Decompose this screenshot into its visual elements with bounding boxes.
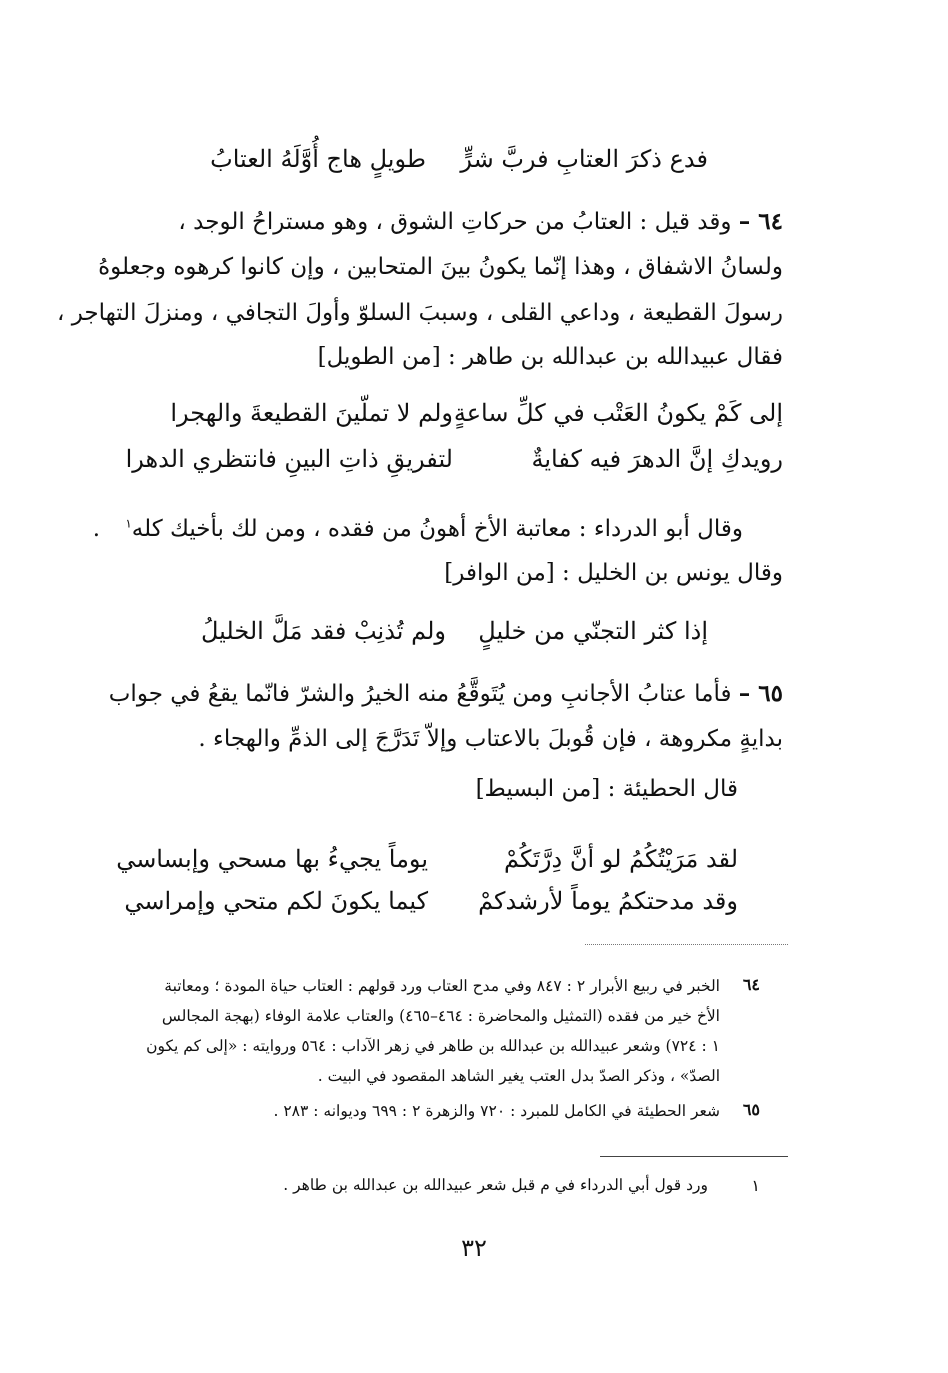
footnote-text: ورد قول أبي الدرداء في م قبل شعر عبيدالله بن عبدالله بن طاهر .: [283, 1176, 708, 1194]
quote-text: وقال أبو الدرداء : معاتبة الأخ أهونُ من فقده ، ومن لك بأخيك كله: [131, 516, 743, 542]
hemistich-first: إلى كَمْ يكونُ العَتْب في كلِّ ساعةٍ: [453, 399, 783, 427]
note-number: ٦٥: [742, 1100, 760, 1119]
section-64-line-3: [57, 300, 783, 326]
section-64-line-2: [98, 254, 783, 280]
hemistich-first: لقد مَرَيْتُكُمُ لو أنَّ دِرَّتَكُمْ: [504, 845, 738, 873]
note-64-line-4: الصدّ» ، وذكر الصدّ بدل العتب يغير الشاهد المقصود في البيت .: [317, 1067, 720, 1085]
section-65-line-1: [109, 680, 783, 707]
section-64-line-4: [318, 344, 783, 370]
hemistich-second: لتفريقِ ذاتِ البينِ فانتظري الدهرا: [125, 445, 453, 473]
note-64-line-1: الخبر في ربيع الأبرار ٢ : ٨٤٧ وفي مدح العتاب ورد قولهم : العتاب حياة المودة ؛ ومعاتبة: [164, 977, 720, 995]
yunus-intro: [444, 560, 783, 586]
section-text: فأما عتابُ الأجانبِ ومن يُتَوقَّعُ منه الخيرُ والشرّ فانّما يقعُ في جواب: [108, 681, 732, 707]
hemistich-second: يوماً يجيءُ بها مسحي وإبساسي: [116, 845, 428, 873]
intro-text: وقال يونس بن الخليل : [من الوافر]: [444, 560, 783, 586]
hemistich-first: إذا كثر التجنّي من خليلٍ: [478, 617, 708, 645]
verse-top: [210, 142, 708, 176]
footnote-rule: [600, 1156, 788, 1157]
hemistich-first: فدع ذكرَ العتابِ فربَّ شرٍّ: [460, 145, 708, 173]
abu-darda-quote: [93, 516, 743, 542]
hemistich-second: طويلٍ هاج أُوَّلَهُ العتابُ: [210, 145, 426, 173]
hemistich-second: ولم لا تملّينَ القطيعةَ والهجرا: [170, 399, 453, 427]
verse-65-1: [116, 842, 738, 876]
section-text: فقال عبيدالله بن عبدالله بن طاهر : [من الطويل]: [317, 344, 783, 370]
note-64-line-3: ١ : ٧٢٤) وشعر عبيدالله بن عبدالله بن طاهر في زهر الآداب : ٥٦٤ وروايته : «إلى كم يكون: [146, 1037, 720, 1055]
page-number: ٣٢: [461, 1234, 487, 1262]
section-text: بدايةٍ مكروهة ، فإن قُوبلَ بالاعتاب وإلاّ تَدَرَّجَ إلى الذمِّ والهجاء .: [198, 726, 783, 752]
verse-yunus: [201, 614, 708, 648]
hutayah-intro: [476, 776, 738, 802]
section-64-line-1: [178, 208, 783, 235]
section-text: رسولَ القطيعة ، وداعي القلى ، وسببَ السلوّ وأولَ التجافي ، ومنزلَ التهاجر ،: [56, 300, 783, 326]
verse-64-2: [126, 442, 783, 476]
note-number: ٦٤: [742, 975, 760, 994]
section-text: ولسانُ الاشفاق ، وهذا إنّما يكونُ بينَ المتحابين ، وإن كانوا كرهوه وجعلوهُ: [98, 254, 783, 280]
verse-65-2: [124, 884, 738, 918]
notes-separator: [585, 944, 788, 945]
section-number: ٦٥ –: [738, 680, 783, 707]
intro-text: قال الحطيئة : [من البسيط]: [475, 776, 738, 802]
footnote-number: ١: [751, 1176, 760, 1195]
footnote-marker: ١: [125, 516, 132, 531]
quote-end: .: [92, 516, 100, 542]
hemistich-first: رويدكِ إنَّ الدهرَ فيه كفايةٌ: [531, 445, 783, 473]
hemistich-second: ولم تُذنِبْ فقد مَلَّ الخليلُ: [201, 617, 446, 645]
note-64-line-2: الأخ خير من فقده (التمثيل والمحاضرة : ٤٦٤–٤٦٥) والعتاب علامة الوفاء (بهجة المجالس: [161, 1007, 720, 1025]
verse-64-1: [170, 396, 783, 430]
section-number: ٦٤ –: [738, 208, 783, 235]
section-text: وقد قيل : العتابُ من حركاتِ الشوق ، وهو مستراحُ الوجد ،: [178, 209, 732, 235]
hemistich-second: كيما يكونَ لكم متحي وإمراسي: [124, 887, 428, 915]
note-65-line-1: شعر الحطيئة في الكامل للمبرد : ٧٢٠ والزهرة ٢ : ٦٩٩ وديوانه : ٢٨٣ .: [273, 1102, 720, 1120]
hemistich-first: وقد مدحتكمُ يوماً لأرشدكمْ: [478, 887, 738, 915]
section-65-line-2: [198, 726, 783, 752]
